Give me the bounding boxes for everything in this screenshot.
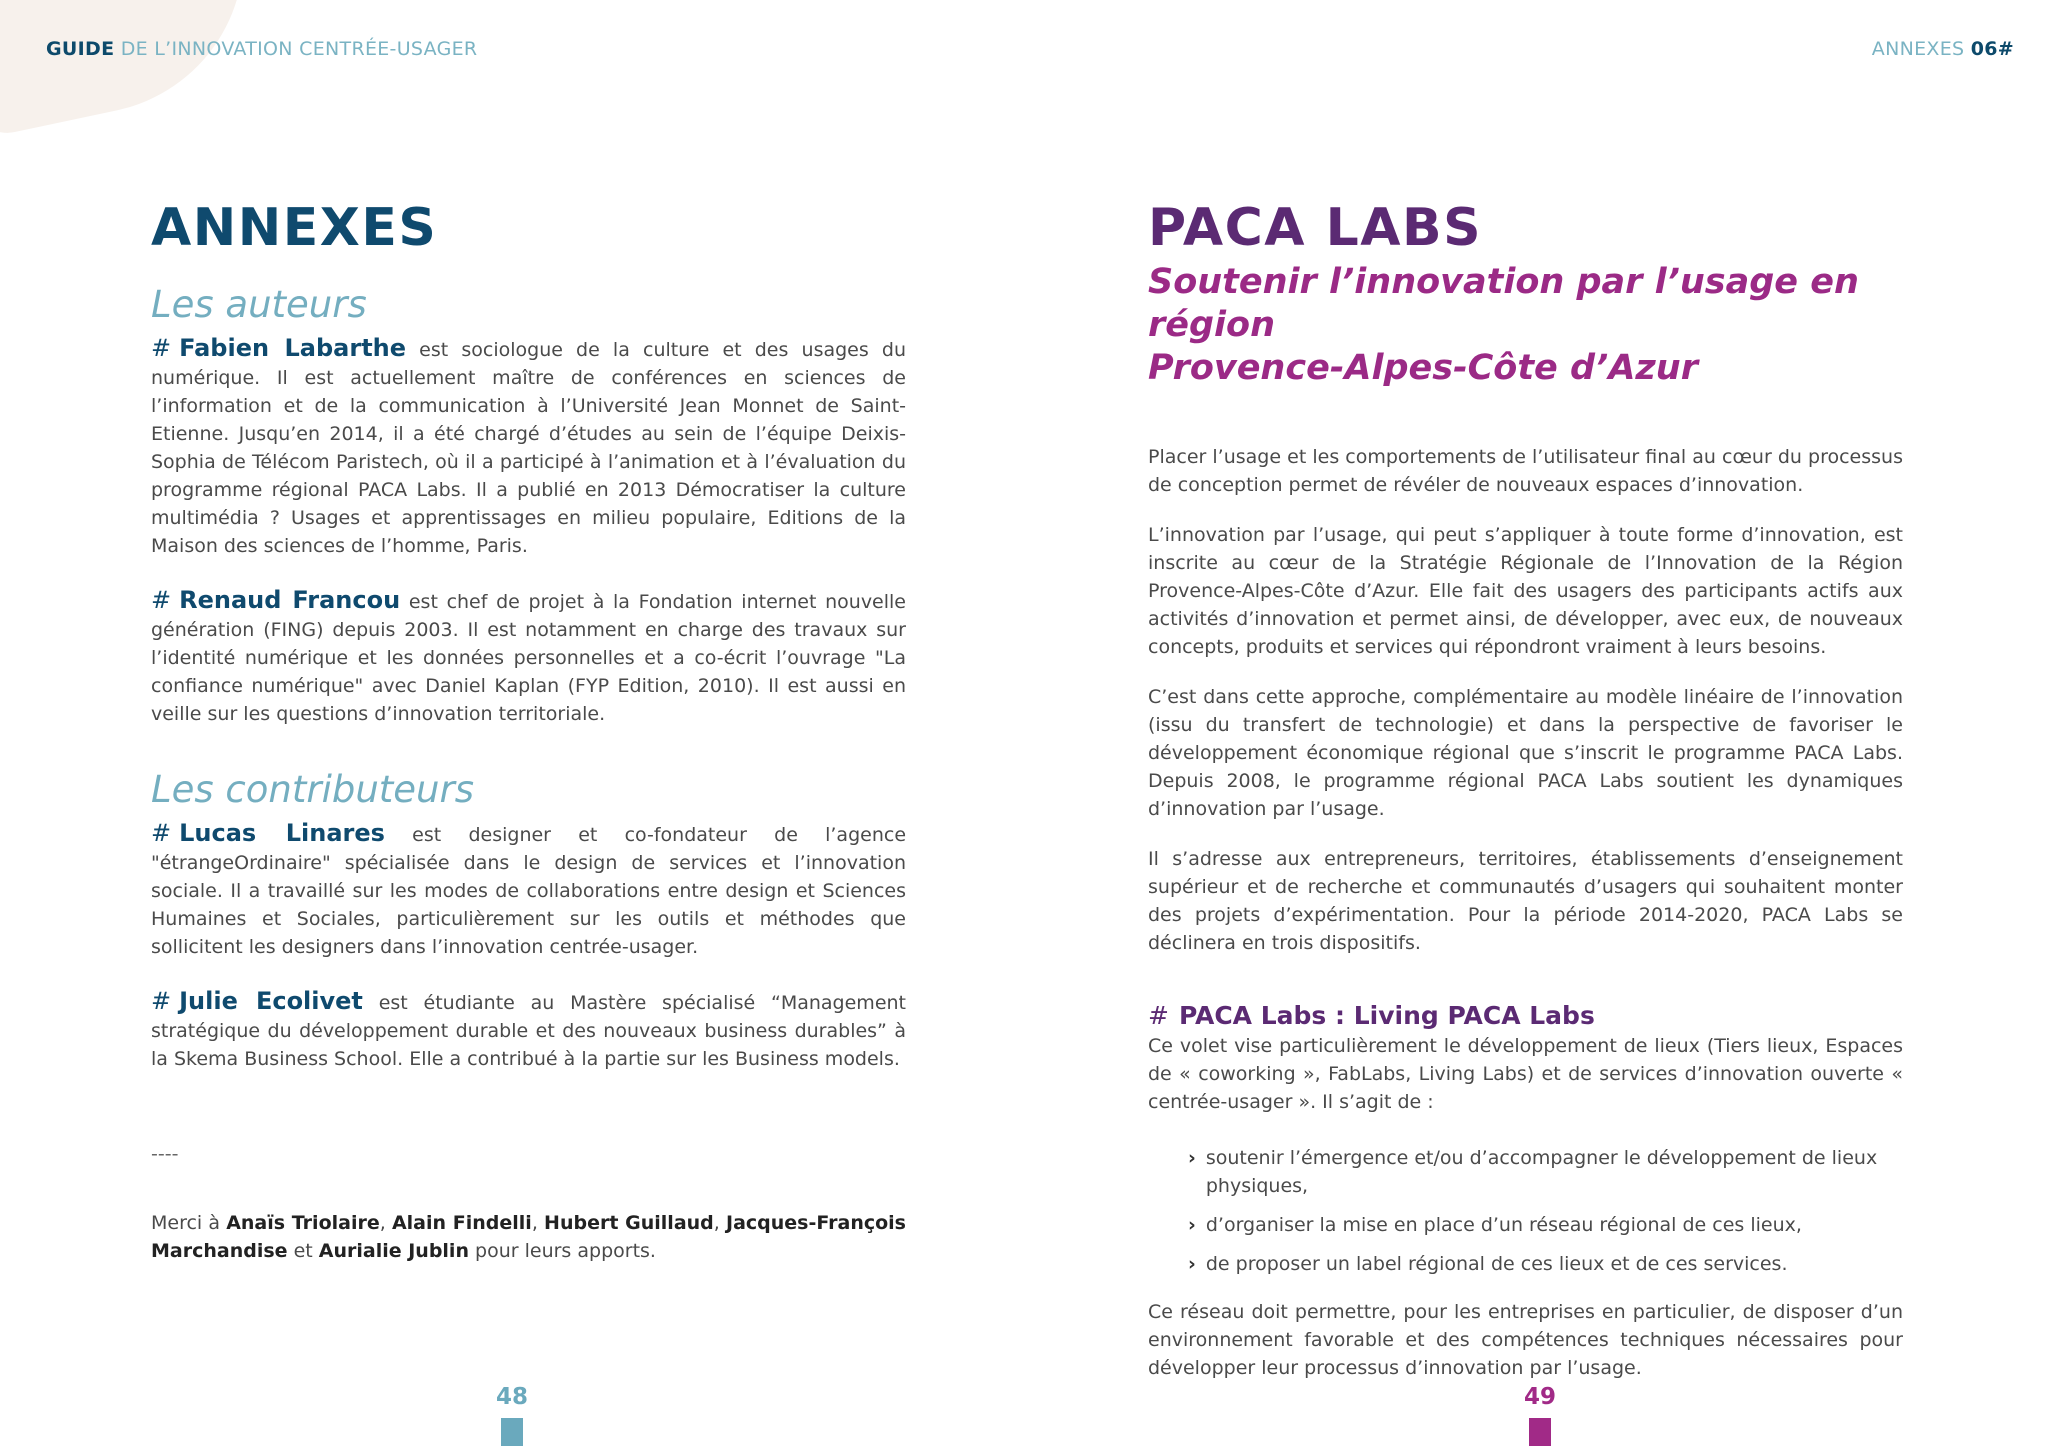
thanks-text: , bbox=[379, 1212, 392, 1235]
page-tab-right bbox=[1529, 1418, 1551, 1446]
page-number-right: 49 bbox=[1523, 1384, 1556, 1410]
page-number-left: 48 bbox=[495, 1384, 528, 1410]
bio-text: est designer et co-fondateur de l’agence "étrangeOrdinaire" spécialisée dans le design de services et l’innovation sociale. Il a travaillé sur les modes de collaborations entre design et Sciences Humaines et Sociales, particulièrement sur les outils et méthodes que sollicitent les designers dans l’innovation centrée-usager. bbox=[151, 824, 907, 959]
subsection-heading bbox=[1148, 1001, 1903, 1030]
bio-paragraph bbox=[151, 819, 906, 961]
thanks-name: Aurialie Jublin bbox=[318, 1240, 469, 1263]
bio-paragraph bbox=[151, 586, 906, 728]
hash-marker: # bbox=[151, 334, 172, 363]
list-item-text: soutenir l’émergence et/ou d’accompagner le développement de lieux physiques, bbox=[1205, 1147, 1878, 1198]
bio-text: est chef de projet à la Fondation internet nouvelle génération (FING) depuis 2003. Il est notamment en charge des travaux sur l’identité numérique et les données personnelles et a co-écrit l’ouvrage "La confiance numérique" avec Daniel Kaplan (FYP Edition, 2010). Il est aussi en veille sur les questions d’innovation territoriale. bbox=[151, 591, 906, 726]
thanks-name: Alain Findelli bbox=[391, 1212, 532, 1235]
list-item bbox=[1188, 1211, 1903, 1239]
acknowledgements bbox=[151, 1209, 906, 1265]
page-title: ANNEXES bbox=[151, 198, 438, 258]
hash-marker: # bbox=[151, 987, 172, 1016]
thanks-name: Jacques-François Marchandise bbox=[151, 1212, 906, 1263]
thanks-name: Anaïs Triolaire bbox=[226, 1212, 380, 1235]
header-guide: GUIDE bbox=[46, 38, 115, 60]
thanks-name: Hubert Guillaud bbox=[544, 1212, 714, 1235]
body-paragraph: C’est dans cette approche, complémentaire au modèle linéaire de l’innovation (issu du transfert de technologie) et dans la perspective de favoriser le développement économique régional que s’inscrit le programme PACA Labs. Depuis 2008, le programme régional PACA Labs soutient les dynamiques d’innovation par l’usage. bbox=[1148, 686, 1903, 821]
left-page bbox=[151, 200, 906, 1265]
bio-name: Renaud Francou bbox=[179, 586, 401, 615]
thanks-text: , bbox=[713, 1212, 726, 1235]
right-page bbox=[1148, 200, 1903, 1382]
subtitle-line: Provence-Alpes-Côte d’Azur bbox=[1148, 347, 1698, 388]
thanks-text: Merci à bbox=[151, 1212, 227, 1235]
subtitle-line: Soutenir l’innovation par l’usage en région bbox=[1148, 262, 1859, 345]
section-title-contributors: Les contributeurs bbox=[151, 768, 474, 812]
thanks-text: pour leurs apports. bbox=[468, 1240, 656, 1263]
page-title: PACA LABS bbox=[1148, 198, 1483, 258]
bio-name: Lucas Linares bbox=[179, 819, 385, 848]
list-item-text: d’organiser la mise en place d’un réseau régional de ces lieux, bbox=[1205, 1214, 1802, 1237]
corner-decoration bbox=[0, 0, 273, 139]
subsection-paragraph: Ce volet vise particulièrement le développement de lieux (Tiers lieux, Espaces de « coworking », FabLabs, Living Labs) et de services d’innovation ouverte « centrée-usager ». Il s’agit de : bbox=[1148, 1035, 1903, 1114]
body-paragraph: Il s’adresse aux entrepreneurs, territoires, établissements d’enseignement supérieur et de recherche et communautés d’usagers qui souhaitent monter des projets d’expérimentation. Pour la période 2014-2020, PACA Labs se déclinera en trois dispositifs. bbox=[1148, 848, 1903, 955]
intro-text bbox=[1148, 443, 1903, 957]
body-paragraph: L’innovation par l’usage, qui peut s’appliquer à toute forme d’innovation, est inscrite au cœur de la Stratégie Régionale de l’Innovation de la Région Provence-Alpes-Côte d’Azur. Elle fait des usagers des participants actifs aux activités d’innovation et permet ainsi, de développer, avec eux, de nouveaux concepts, produits et services qui répondront vraiment à leurs besoins. bbox=[1148, 524, 1903, 659]
running-header-right bbox=[1872, 38, 2014, 60]
thanks-text: et bbox=[287, 1240, 319, 1263]
header-guide-subtitle: DE L’INNOVATION CENTRÉE-USAGER bbox=[120, 38, 478, 60]
chevron-right-icon: › bbox=[1188, 1253, 1196, 1276]
header-chapter-number: 06# bbox=[1970, 38, 2014, 60]
hash-marker: # bbox=[151, 819, 172, 848]
bio-text: est étudiante au Mastère spécialisé “Management stratégique du développement durable et des nouveaux business durables” à la Skema Business School. Elle a contribué à la partie sur les Business models. bbox=[151, 992, 906, 1071]
body-paragraph: Placer l’usage et les comportements de l’utilisateur final au cœur du processus de conception permet de révéler de nouveaux espaces d’innovation. bbox=[1148, 446, 1903, 497]
bio-name: Julie Ecolivet bbox=[179, 987, 363, 1016]
section-title-authors: Les auteurs bbox=[151, 283, 367, 327]
running-header-left bbox=[46, 38, 477, 60]
page-tab-left bbox=[501, 1418, 523, 1446]
list-item bbox=[1188, 1144, 1903, 1200]
thanks-text: , bbox=[531, 1212, 545, 1235]
bio-text: est sociologue de la culture et des usages du numérique. Il est actuellement maître de conférences en sciences de l’information et de la communication à l’Université Jean Monnet de Saint-Etienne. Jusqu’en 2014, il a été chargé d’études au sein de l’équipe Deixis-Sophia de Télécom Paristech, où il a participé à l’animation et à l’évaluation du programme régional PACA Labs. Il a publié en 2013 Démocratiser la culture multimédia ? Usages et apprentissages en milieu populaire, Editions de la Maison des sciences de l’homme, Paris. bbox=[151, 339, 906, 558]
list-item-text: de proposer un label régional de ces lieux et de ces services. bbox=[1205, 1253, 1788, 1276]
chevron-right-icon: › bbox=[1188, 1147, 1196, 1170]
header-section: ANNEXES bbox=[1871, 38, 1965, 60]
bio-paragraph bbox=[151, 987, 906, 1073]
page-subtitle bbox=[1148, 261, 1903, 389]
list-item bbox=[1188, 1250, 1903, 1278]
bio-name: Fabien Labarthe bbox=[179, 334, 407, 363]
chevron-right-icon: › bbox=[1188, 1214, 1196, 1237]
closing-paragraph: Ce réseau doit permettre, pour les entreprises en particulier, de disposer d’un environnement favorable et des compétences techniques nécessaires pour développer leur processus d’innovation par l’usage. bbox=[1148, 1301, 1903, 1380]
hash-marker: # bbox=[1148, 1001, 1169, 1031]
hash-marker: # bbox=[151, 586, 172, 615]
subsection-title: PACA Labs : Living PACA Labs bbox=[1178, 1001, 1595, 1031]
separator: ---- bbox=[151, 1143, 179, 1166]
bullet-list bbox=[1148, 1144, 1903, 1278]
bio-paragraph bbox=[151, 334, 906, 560]
